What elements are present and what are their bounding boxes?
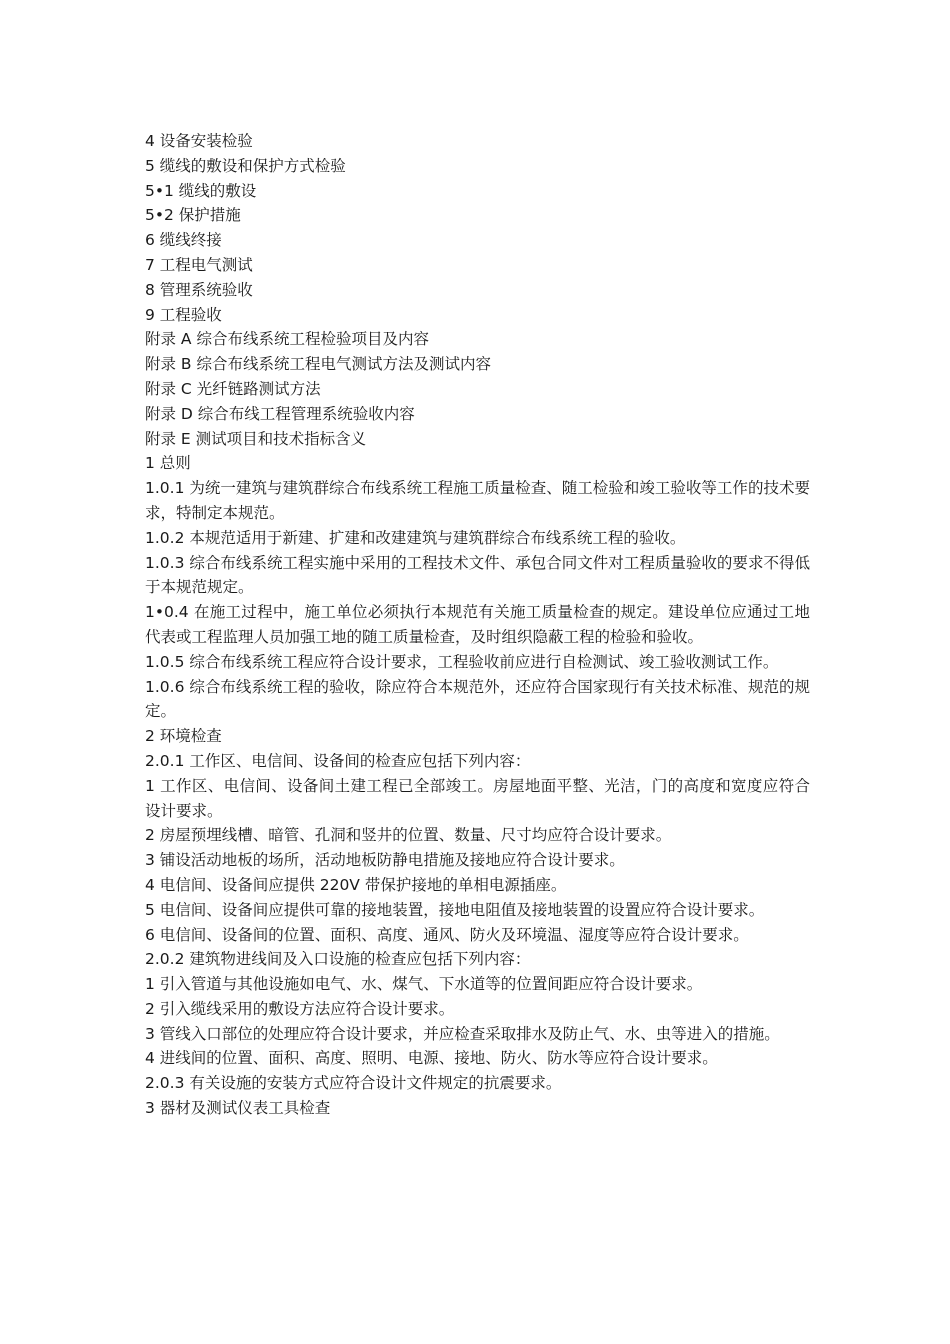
clause-1-0-4: 1•0.4 在施工过程中，施工单位必须执行本规范有关施工质量检查的规定。建设单位应通过工地代表或工程监理人员加强工地的随工质量检查，及时组织隐蔽工程的检验和验收。 <box>145 603 810 646</box>
clause-2-0-1: 2.0.1 工作区、电信间、设备间的检查应包括下列内容： <box>145 751 531 770</box>
toc-entry-5-2: 5•2 保护措施 <box>145 206 241 225</box>
toc-entry-5: 5 缆线的敷设和保护方式检验 <box>145 156 346 175</box>
clause-2-0-1-item-4: 4 电信间、设备间应提供 220V 带保护接地的单相电源插座。 <box>145 875 567 894</box>
toc-entry-4: 4 设备安装检验 <box>145 132 253 150</box>
clause-2-0-3: 2.0.3 有关设施的安装方式应符合设计文件规定的抗震要求。 <box>145 1074 562 1093</box>
clause-1-0-2: 1.0.2 本规范适用于新建、扩建和改建建筑与建筑群综合布线系统工程的验收。 <box>145 528 686 547</box>
toc-appendix-b: 附录 B 综合布线系统工程电气测试方法及测试内容 <box>145 355 491 374</box>
clause-2-0-2: 2.0.2 建筑物进线间及入口设施的检查应包括下列内容： <box>145 950 531 969</box>
toc-appendix-e: 附录 E 测试项目和技术指标含义 <box>145 429 367 448</box>
clause-2-0-2-item-1: 1 引入管道与其他设施如电气、水、煤气、下水道等的位置间距应符合设计要求。 <box>145 975 703 994</box>
clause-2-0-1-item-6: 6 电信间、设备间的位置、面积、高度、通风、防火及环境温、湿度等应符合设计要求。 <box>145 925 749 944</box>
clause-1-0-6: 1.0.6 综合布线系统工程的验收，除应符合本规范外，还应符合国家现行有关技术标准、规范的规定。 <box>145 677 810 721</box>
clause-2-0-2-item-3: 3 管线入口部位的处理应符合设计要求，并应检查采取排水及防止气、水、虫等进入的措施。 <box>145 1024 780 1043</box>
toc-entry-6: 6 缆线终接 <box>145 231 222 250</box>
clause-2-0-1-item-2: 2 房屋预埋线槽、暗管、孔洞和竖井的位置、数量、尺寸均应符合设计要求。 <box>145 826 672 845</box>
section-heading-1: 1 总则 <box>145 454 191 473</box>
clause-2-0-2-item-4: 4 进线间的位置、面积、高度、照明、电源、接地、防火、防水等应符合设计要求。 <box>145 1049 718 1068</box>
toc-entry-5-1: 5•1 缆线的敷设 <box>145 181 257 200</box>
toc-appendix-c: 附录 C 光纤链路测试方法 <box>145 379 321 398</box>
clause-2-0-1-item-3: 3 铺设活动地板的场所，活动地板防静电措施及接地应符合设计要求。 <box>145 851 625 870</box>
toc-appendix-a: 附录 A 综合布线系统工程检验项目及内容 <box>145 330 429 349</box>
clause-2-0-1-item-1: 1 工作区、电信间、设备间土建工程已全部竣工。房屋地面平整、光洁，门的高度和宽度应符合设计要求。 <box>145 776 810 820</box>
toc-entry-7: 7 工程电气测试 <box>145 255 253 274</box>
clause-1-0-5: 1.0.5 综合布线系统工程应符合设计要求，工程验收前应进行自检测试、竣工验收测试工作。 <box>145 652 779 671</box>
clause-1-0-3: 1.0.3 综合布线系统工程实施中采用的工程技术文件、承包合同文件对工程质量验收的要求不得低于本规范规定。 <box>145 553 810 597</box>
clause-2-0-2-item-2: 2 引入缆线采用的敷设方法应符合设计要求。 <box>145 999 455 1018</box>
clause-2-0-1-item-5: 5 电信间、设备间应提供可靠的接地装置，接地电阻值及接地装置的设置应符合设计要求。 <box>145 900 765 919</box>
toc-appendix-d: 附录 D 综合布线工程管理系统验收内容 <box>145 404 415 423</box>
toc-entry-9: 9 工程验收 <box>145 305 222 324</box>
section-heading-2: 2 环境检查 <box>145 727 222 746</box>
clause-1-0-1: 1.0.1 为统一建筑与建筑群综合布线系统工程施工质量检查、随工检验和竣工验收等工作的技术要求，特制定本规范。 <box>145 479 810 522</box>
section-heading-3: 3 器材及测试仪表工具检查 <box>145 1099 331 1118</box>
toc-entry-8: 8 管理系统验收 <box>145 280 253 299</box>
document-page <box>145 129 810 1121</box>
